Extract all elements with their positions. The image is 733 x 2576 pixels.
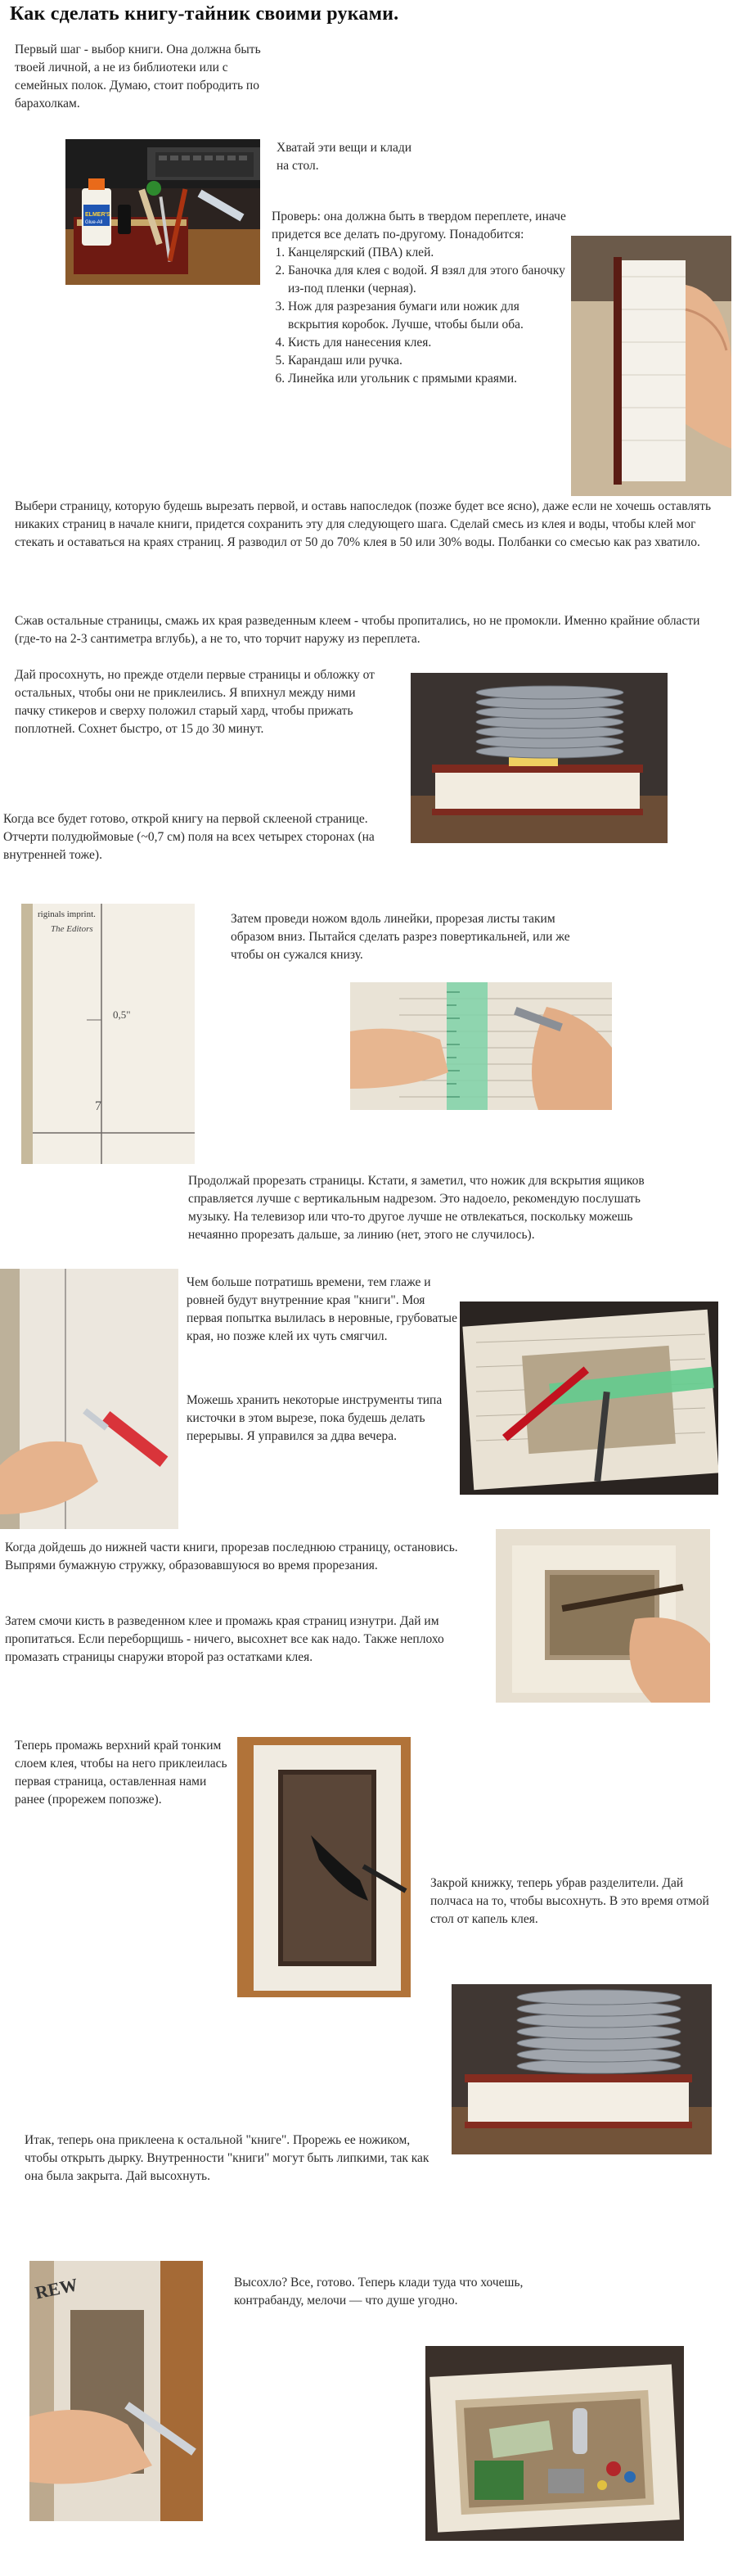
hardcover-book-photo xyxy=(571,236,731,496)
more-time-text: Чем больше потратишь времени, тем глаже и ровней будут внутренние края "книги". Моя первая попытка вылилась в неровные, грубоватые края, но позже клей их чуть смягчил. xyxy=(187,1275,457,1343)
margins-text: Когда все будет готово, открой книгу на первой склееной странице. Отчерти полудюймовые (~0,7 см) поля на всех четырех сторонах (на внутренней тоже). xyxy=(3,812,375,862)
grab-text: Хватай эти вещи и клади на стол. xyxy=(277,141,412,173)
tools-in-book-photo xyxy=(460,1302,718,1495)
tool-item: 5. Карандаш или ручка. xyxy=(288,352,568,370)
top-edge-text: Теперь промажь верхний край тонким слоем клея, чтобы на него приклеилась первая страница, оставленная нами ранее (прорежем попозже). xyxy=(15,1739,227,1807)
page-number-label: 7 xyxy=(95,1099,101,1113)
cut-ruler-text: Затем проведи ножом вдоль линейки, прорезая листы таким образом вниз. Пытайся сделать разрез повертикальней, или же чтобы он сужался книзу. xyxy=(231,912,570,962)
keep-cutting-text: Продолжай прорезать страницы. Кстати, я заметил, что ножик для вскрытия ящиков справляется лучше с вертикальным надрезом. Это надоело, рекомендую послушать музыку. На телевизор или что-то другое лучше не отвлекаться, поскольку можешь нечаянно прорезать дальше, за линию (нет, этого не случилось). xyxy=(188,1174,645,1242)
done-text: Высохло? Все, готово. Теперь клади туда что хочешь, контрабанду, мелочи — что душе угодно. xyxy=(234,2276,524,2308)
cut-first-page-photo xyxy=(29,2261,203,2521)
marked-page-photo xyxy=(21,904,195,1164)
drying-press-photo xyxy=(411,673,668,843)
bottom-text: Когда дойдешь до нижней части книги, прорезав последнюю страницу, остановись. Выпрями бумажную стружку, образовавшуюся во время прорезания. xyxy=(5,1541,458,1572)
intro-text: Первый шаг - выбор книги. Она должна быть твоей личной, а не из библиотеки или с семейных полок. Думаю, стоит побродить по барахолкам. xyxy=(15,43,261,111)
storage-text: Можешь хранить некоторые инструменты типа кисточки в этом вырезе, пока будешь делать перерывы. Я управился за ддва вечера. xyxy=(187,1393,443,1443)
tool-item: 6. Линейка или угольник с прямыми краями. xyxy=(288,370,568,388)
dry-text: Дай просохнуть, но прежде отдели первые страницы и обложку от остальных, чтобы они не приклеились. Я впихнул между ними пачку стикеров и сверху положил старый хард, чтобы прижать поплотней. Сохнет быстро, от 15 до 30 минут. xyxy=(15,668,375,736)
glue-sub-label: Glue-All xyxy=(85,220,103,225)
page-title: Как сделать книгу-тайник своими руками. xyxy=(10,3,399,25)
page-header-label: riginals imprint. xyxy=(38,909,96,919)
top-edge-glue-photo xyxy=(237,1737,411,1997)
glue-brand-label: ELMER'S xyxy=(85,212,110,218)
tool-item: 1. Канцелярский (ПВА) клей. xyxy=(288,244,568,262)
glue-inside-photo xyxy=(496,1529,710,1703)
glued-text: Итак, теперь она приклеена к остальной "книге". Прорежь ее ножиком, чтобы открыть дырку. Внутренности "книги" могут быть липкими, так как она была закрыта. Дай высохнуть. xyxy=(25,2133,429,2183)
check-intro: Проверь: она должна быть в твердом переплете, иначе придется все делать по-другому. Понадобится: xyxy=(272,210,566,241)
close-book-text: Закрой книжку, теперь убрав разделители. Дай полчаса на то, чтобы высохнуть. В это время отмой стол от капель клея. xyxy=(430,1876,709,1926)
tool-item: 4. Кисть для нанесения клея. xyxy=(288,334,568,352)
supplies-photo xyxy=(65,139,260,285)
ruler-cutting-photo xyxy=(350,982,612,1110)
tool-item: 3. Нож для разрезания бумаги или ножик для вскрытия коробок. Лучше, чтобы были оба. xyxy=(288,298,568,334)
tool-item: 2. Баночка для клея с водой. Я взял для этого баночку из-под пленки (черная). xyxy=(288,262,568,298)
squeeze-text: Сжав остальные страницы, смажь их края разведенным клеем - чтобы пропитались, но не промокли. Именно крайние области (где-то на 2-3 сантиметра вглубь), а не то, что торчит наружу из переплета. xyxy=(15,614,700,646)
svg-text:REW: REW xyxy=(33,2274,80,2303)
glue-inside-text: Затем смочи кисть в разведенном клее и промажь края страниц изнутри. Дай им пропитаться. Если переборщишь - ничего, высохнет все как надо. Также неплохо промазать страницы снаружи второй раз остатками клея. xyxy=(5,1614,444,1664)
cutting-page-photo xyxy=(0,1269,178,1529)
measure-label: 0,5" xyxy=(113,1008,131,1021)
choose-page-text: Выбери страницу, которую будешь вырезать первой, и оставь напоследок (позже будет все ясно), даже если не хочешь оставлять никаких страниц в начале книги, придется сохранить эту для следующего шага. Сделай смесь из клея и воды, чтобы клей мог стекать и оставаться на краях страниц. Я разводил от 50 до 70% клея в 50 или 30% воды. Полбанки со смесью как раз хватило. xyxy=(15,499,712,549)
tools-list xyxy=(272,244,568,388)
check-text xyxy=(272,208,568,388)
closed-book-press-photo xyxy=(452,1984,712,2154)
finished-book-photo xyxy=(425,2346,684,2541)
page-author-label: The Editors xyxy=(51,924,93,934)
